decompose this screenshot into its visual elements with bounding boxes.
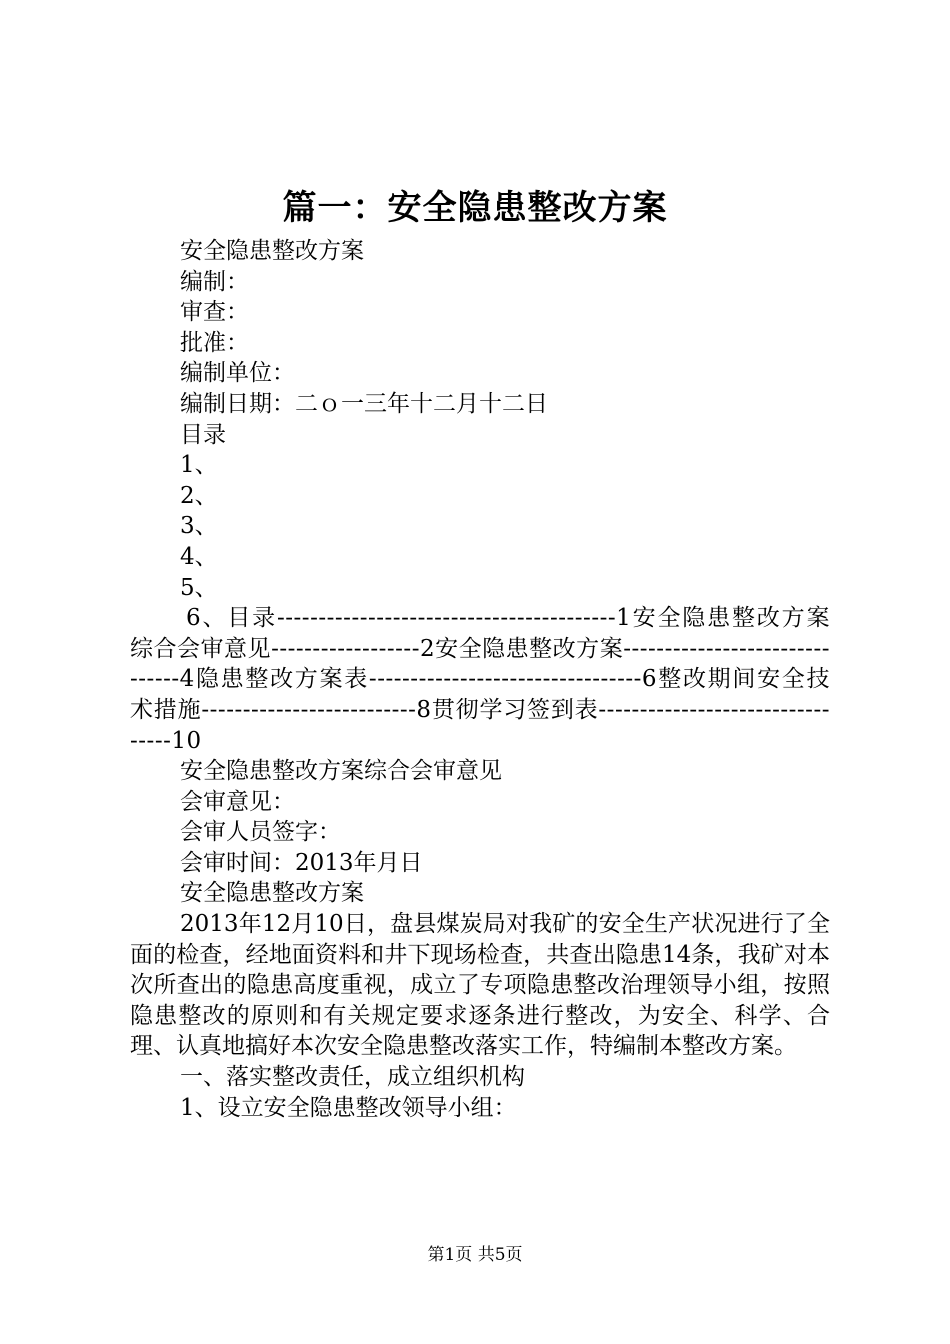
- toc-entries: [130, 603, 830, 756]
- review-time-line: 会审时间：2013年月日: [180, 849, 423, 876]
- doc-line-plan-title: 安全隐患整改方案: [180, 238, 364, 264]
- doc-line-approver: 批准：: [180, 329, 249, 356]
- toc-item-4: 4、: [180, 543, 218, 570]
- doc-line-unit: 编制单位：: [180, 360, 295, 387]
- toc-heading: 目录: [180, 421, 226, 448]
- doc-line-reviewer: 审查：: [180, 299, 249, 326]
- document-body: [130, 236, 830, 1123]
- review-signature-line: 会审人员签字：: [180, 819, 341, 846]
- review-opinion-line: 会审意见：: [180, 788, 295, 815]
- intro-paragraph: 2013年12月10日，盘县煤炭局对我矿的安全生产状况进行了全面的检查，经地面资料和井下现场检查，共查出隐患14条，我矿对本次所查出的隐患高度重视，成立了专项隐患整改治理领导小组，按照隐患整改的原则和有关规定要求逐条进行整改，为安全、科学、合理、认真地搞好本次安全隐患整改落实工作，特编制本整改方案。: [130, 911, 830, 1060]
- doc-line-compiler: 编制：: [180, 268, 249, 295]
- toc-item-5: 5、: [180, 574, 218, 601]
- plan-section-title: 安全隐患整改方案: [180, 880, 364, 907]
- document-title: 篇一：安全隐患整改方案: [282, 188, 668, 228]
- subsection-heading-1-1: 1、设立安全隐患整改领导小组：: [180, 1094, 517, 1121]
- toc-item-1: 1、: [180, 452, 218, 479]
- section-heading-1: 一、落实整改责任，成立组织机构: [180, 1064, 525, 1091]
- toc-item-2: 2、: [180, 482, 218, 509]
- doc-line-date: 编制日期：二ｏ一三年十二月十二日: [180, 390, 548, 417]
- toc-item-3: 3、: [180, 513, 218, 540]
- toc-entries-text: 6、目录-----------------------------------------1安全隐患整改方案综合会审意见------------------2安全隐患整改方案-------------------------------4隐患整改方案表---------------------------------6整改期间安全技术措施--------------------------8贯彻学习签到表---------------------------------10: [130, 605, 830, 754]
- review-opinion-heading: 安全隐患整改方案综合会审意见: [180, 758, 502, 785]
- page-footer: 第1页 共5页: [427, 1245, 523, 1265]
